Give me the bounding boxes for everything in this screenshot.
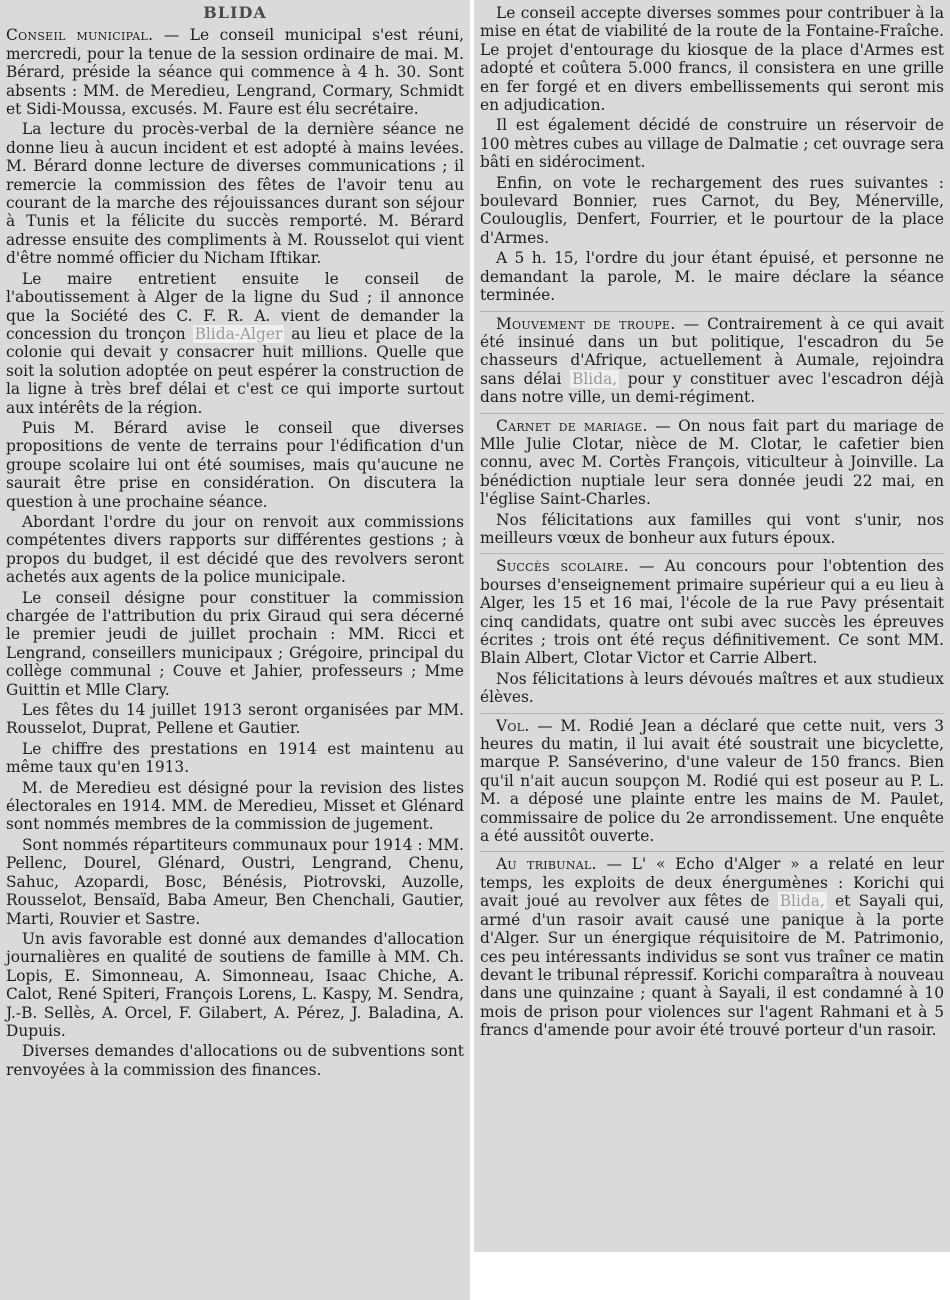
- right-column: [474, 0, 950, 1252]
- article-paragraph: Un avis favorable est donné aux demandes d'allocation journalières en qualité de soutiens de famille à MM. Ch. Lopis, E. Simonneau, A. Simonneau, Isaac Chiche, A. Calot, René Spiteri, François Lorens, L. Kaspy, M. Sendra, J.-B. Sellès, A. Orcel, F. Gilabert, A. Pérez, J. Baladina, A. Dupuis.: [6, 929, 464, 1040]
- article-paragraph: Enfin, on vote le rechargement des rues suivantes : boulevard Bonnier, rues Carnot, du Bey, Ménerville, Coulouglis, Denfert, Fourrier, et le pourtour de la place d'Armes.: [480, 173, 944, 247]
- article-paragraph: Abordant l'ordre du jour on renvoit aux commissions compétentes divers rapports sur différentes gestions ; à propos du budget, il est décidé que des revolvers seront achetés aux agents de la police municipale.: [6, 512, 464, 587]
- article-paragraph: La lecture du procès-verbal de la dernière séance ne donne lieu à aucun incident et est adopté à mains levées. M. Bérard donne lecture de diverses communications ; il remercie la commission des fêtes de l'avoir tenu au courant de la marche des réjouissances durant son séjour à Tunis et la félicite du succès remporté. M. Bérard adresse ensuite des compliments à M. Rousselot qui vient d'être nommé officier du Nicham Iftikar.: [6, 120, 464, 268]
- highlighted-term: Blida-Alger: [194, 324, 283, 343]
- article-paragraph: Au tribunal. — L' « Echo d'Alger » a relaté en leur temps, les exploits de deux énergumènes : Korichi qui avait joué au revolver aux fêtes de Blida, et Sayali qui, armé d'un rasoir avait causé une panique à la porte d'Alger. Sur un énergique réquisitoire de M. Patrimonio, ces peu intéressants individus se sont vus traîner ce matin devant le tribunal répressif. Korichi comparaîtra à nouveau dans une quinzaine ; quant à Sayali, il est condamné à 10 mois de prison pour violences sur l'agent Rahmani et à 5 francs d'amende pour avoir été trouvé porteur d'un rasoir.: [480, 855, 944, 1040]
- section-head-conseil: Conseil municipal.: [6, 26, 154, 45]
- article-paragraph: Mouvement de troupe. — Contrairement à ce qui avait été insinué dans un but politique, l'escadron du 5e chasseurs d'Afrique, actuellement à Aumale, rejoindra sans délai Blida, pour y constituer avec l'escadron déjà dans notre ville, un demi-régiment.: [480, 314, 944, 407]
- article-paragraph: Le conseil accepte diverses sommes pour contribuer à la mise en état de viabilité de la route de la Fontaine-Fraîche. Le projet d'entourage du kiosque de la place d'Armes est adopté et coûtera 5.000 francs, il consistera en une grille en fer forgé et en divers embellissements qui seront mis en adjudication.: [480, 4, 944, 115]
- article-paragraph: Sont nommés répartiteurs communaux pour 1914 : MM. Pellenc, Dourel, Glénard, Oustri, Lengrand, Chenu, Sahuc, Azopardi, Bosc, Bénésis, Piotrovski, Auzolle, Rousselot, Bensaïd, Baba Ameur, Ben Chenchali, Gautier, Marti, Rouvier et Sastre.: [6, 835, 464, 928]
- section-tribunal: [480, 851, 944, 1039]
- highlighted-term: Blida,: [572, 369, 618, 388]
- section-succes: [480, 553, 944, 706]
- section-head-mariage: Carnet de mariage.: [496, 416, 648, 435]
- article-paragraph: M. de Meredieu est désigné pour la revision des listes électorales en 1914. MM. de Meredieu, Misset et Glénard sont nommés membres de la commission de jugement.: [6, 778, 464, 834]
- section-head-vol: Vol.: [496, 716, 530, 735]
- left-column: [0, 0, 470, 1300]
- section-head-succes: Succès scolaire.: [496, 557, 629, 576]
- section-troupe: [480, 311, 944, 407]
- highlighted-term: Blida,: [779, 892, 825, 911]
- article-paragraph: Le maire entretient ensuite le conseil de l'aboutissement à Alger de la ligne du Sud ; il annonce que la Société des C. F. R. A. vient de demander la concession du tronçon Blida-Alger au lieu et place de la colonie qui devait y consacrer huit millions. Quelle que soit la solution adoptée on peut espérer la construction de la ligne à très bref délai et c'est ce qui importe surtout aux intérêts de la région.: [6, 269, 464, 417]
- section-head-troupe: Mouvement de troupe.: [496, 314, 676, 333]
- article-paragraph: Carnet de mariage. — On nous fait part du mariage de Mlle Julie Clotar, nièce de M. Clotar, le cafetier bien connu, avec M. Cortès François, viticulteur à Joinville. La bénédiction nuptiale leur sera donnée jeudi 22 mai, en l'église Saint-Charles.: [480, 416, 944, 509]
- section-head-tribunal: Au tribunal.: [496, 855, 597, 874]
- article-paragraph: Puis M. Bérard avise le conseil que diverses propositions de vente de terrains pour l'édification d'un groupe scolaire lui ont été soumises, mais qu'aucune ne saurait être prise en considération. On discutera la question à une prochaine séance.: [6, 418, 464, 511]
- article-paragraph: Il est également décidé de construire un réservoir de 100 mètres cubes au village de Dalmatie ; cet ouvrage sera bâti en sidérociment.: [480, 116, 945, 172]
- article-paragraph: Nos félicitations aux familles qui vont s'unir, nos meilleurs vœux de bonheur aux futurs époux.: [480, 510, 944, 547]
- article-paragraph: Vol. — M. Rodié Jean a déclaré que cette nuit, vers 3 heures du matin, il lui avait été soustrait une bicyclette, marque P. Sanséverino, d'une valeur de 150 francs. Bien qu'il n'ait aucun soupçon M. Rodié qui est poseur au P. L. M. a déposé une plainte entre les mains de M. Paulet, commissaire de police du 2e arrondissement. Une enquête a été aussitôt ouverte.: [480, 716, 944, 846]
- article-paragraph: Diverses demandes d'allocations ou de subventions sont renvoyées à la commission des finances.: [6, 1042, 464, 1079]
- city-heading: BLIDA: [203, 3, 267, 22]
- article-paragraph: Succès scolaire. — Au concours pour l'obtention des bourses d'enseignement primaire supérieur qui a eu lieu à Alger, les 15 et 16 mai, l'école de la rue Pavy présentait cinq candidats, quatre ont subi avec succès les épreuves écrites ; trois ont été reçus définitivement. Ce sont MM. Blain Albert, Clotar Victor et Carrie Albert.: [480, 557, 944, 668]
- article-paragraph: Les fêtes du 14 juillet 1913 seront organisées par MM. Rousselot, Duprat, Pellene et Gautier.: [6, 701, 464, 738]
- article-paragraph: Le conseil désigne pour constituer la commission chargée de l'attribution du prix Giraud qui sera décerné le premier jeudi de juillet prochain : MM. Ricci et Lengrand, conseillers municipaux ; Grégoire, principal du collège communal ; Couve et Jahier, professeurs ; Mme Guittin et Mlle Clary.: [6, 588, 464, 699]
- section-mariage: [480, 413, 944, 548]
- article-paragraph: Nos félicitations à leurs dévoués maîtres et aux studieux élèves.: [480, 669, 944, 707]
- article-paragraph: A 5 h. 15, l'ordre du jour étant épuisé, et personne ne demandant la parole, M. le maire déclare la séance terminée.: [480, 249, 944, 305]
- article-paragraph: Conseil municipal. — Le conseil municipal s'est réuni, mercredi, pour la tenue de la session ordinaire de mai. M. Bérard, préside la séance qui commence à 4 h. 30. Sont absents : MM. de Meredieu, Lengrand, Cormary, Schmidt et Sidi-Moussa, excusés. M. Faure est élu secrétaire.: [6, 26, 464, 119]
- section-vol: [480, 713, 944, 846]
- article-paragraph: Le chiffre des prestations en 1914 est maintenu au même taux qu'en 1913.: [6, 739, 464, 777]
